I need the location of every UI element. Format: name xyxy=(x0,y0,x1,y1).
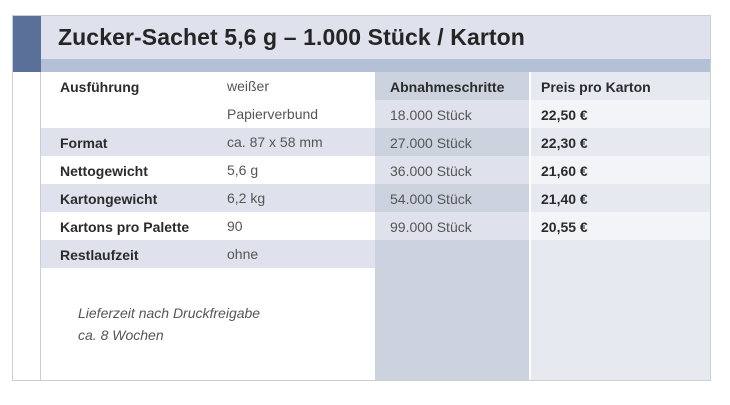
product-title: Zucker-Sachet 5,6 g – 1.000 Stück / Karton xyxy=(58,24,525,50)
spec-row-kartons-pro-palette xyxy=(41,212,375,240)
spec-table xyxy=(41,72,375,268)
quantity-cell xyxy=(375,128,529,156)
quantity-value: 36.000 Stück xyxy=(390,163,472,179)
spec-row-ausfuehrung xyxy=(41,72,375,128)
quantity-cell xyxy=(375,156,529,184)
spec-value-line1: weißer xyxy=(227,78,270,94)
delivery-note xyxy=(78,302,260,346)
quantity-column xyxy=(375,72,529,380)
header-band xyxy=(41,59,710,72)
quantity-header: Abnahmeschritte xyxy=(390,79,505,95)
price-value: 20,55 € xyxy=(541,219,588,235)
spec-row-nettogewicht xyxy=(41,156,375,184)
price-value: 22,30 € xyxy=(541,135,588,151)
quantity-value: 99.000 Stück xyxy=(390,219,472,235)
quantity-cell xyxy=(375,212,529,240)
price-value: 21,40 € xyxy=(541,191,588,207)
quantity-value: 54.000 Stück xyxy=(390,191,472,207)
product-card xyxy=(12,15,711,381)
spec-label: Format xyxy=(60,135,108,151)
price-cell xyxy=(531,156,710,184)
spec-label: Kartongewicht xyxy=(60,191,158,207)
spec-row-restlaufzeit xyxy=(41,240,375,268)
spec-value: ohne xyxy=(227,246,259,262)
title-bar xyxy=(41,16,710,59)
quantity-value: 27.000 Stück xyxy=(390,135,472,151)
delivery-note-line2: ca. 8 Wochen xyxy=(78,327,164,343)
accent-bar xyxy=(13,16,41,72)
spec-label: Restlaufzeit xyxy=(60,247,139,263)
quantity-value: 18.000 Stück xyxy=(390,107,472,123)
price-header: Preis pro Karton xyxy=(541,79,651,95)
spec-label: Kartons pro Palette xyxy=(60,219,190,235)
price-value: 22,50 € xyxy=(541,107,588,123)
delivery-note-line1: Lieferzeit nach Druckfreigabe xyxy=(78,305,261,321)
price-cell xyxy=(531,184,710,212)
price-value: 21,60 € xyxy=(541,163,588,179)
price-cell xyxy=(531,128,710,156)
spec-label: Nettogewicht xyxy=(60,163,148,179)
spec-row-format xyxy=(41,128,375,156)
spec-label: Ausführung xyxy=(60,79,140,95)
spec-value xyxy=(227,72,318,128)
spec-value-line2: Papierverbund xyxy=(227,106,319,122)
spec-row-kartongewicht xyxy=(41,184,375,212)
spec-value: 5,6 g xyxy=(227,162,259,178)
spec-value: ca. 87 x 58 mm xyxy=(227,134,323,150)
price-cell xyxy=(531,100,710,128)
spec-value: 90 xyxy=(227,218,243,234)
price-cell xyxy=(531,212,710,240)
quantity-cell xyxy=(375,184,529,212)
spec-value: 6,2 kg xyxy=(227,190,266,206)
quantity-cell xyxy=(375,100,529,128)
price-column xyxy=(531,72,710,380)
